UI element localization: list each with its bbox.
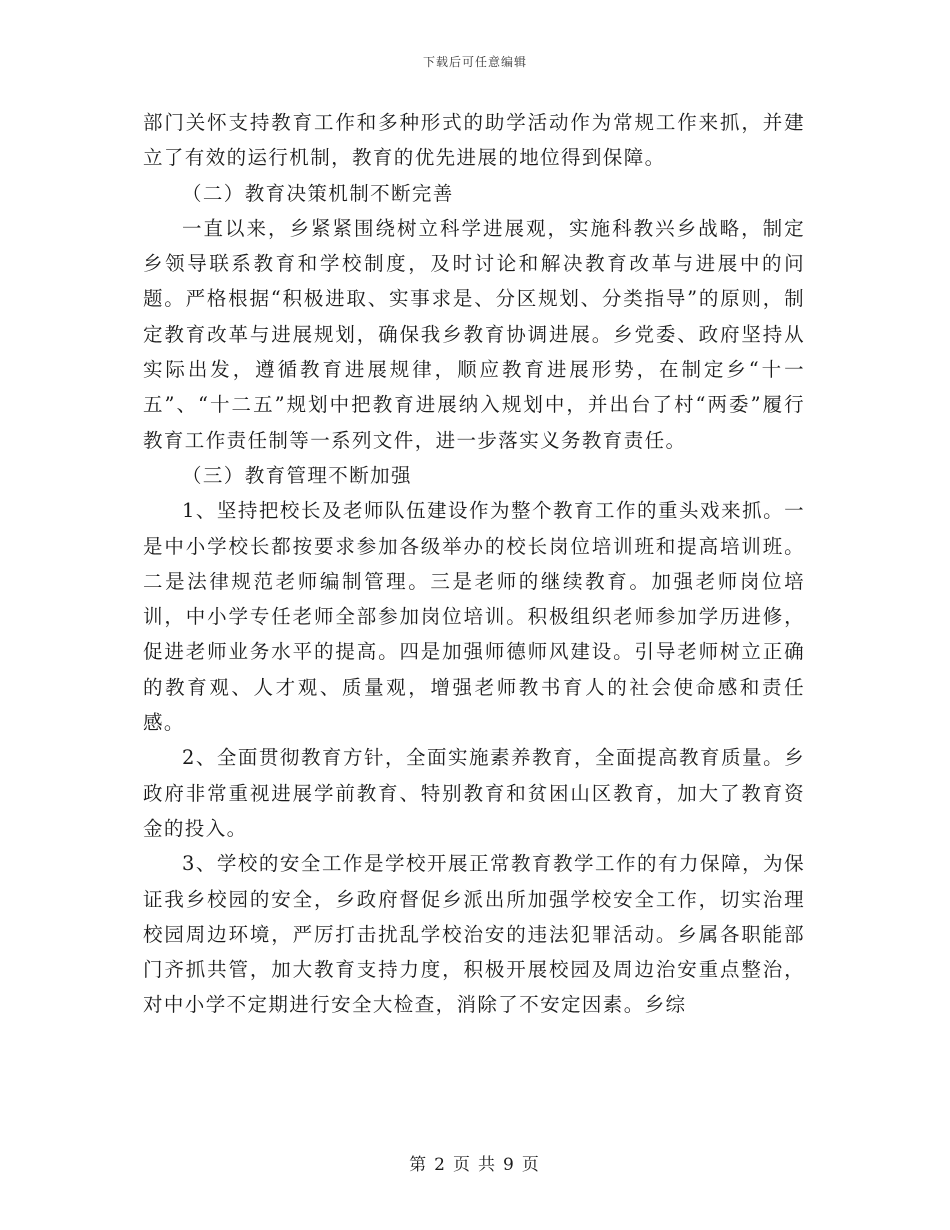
section-heading-3: （三）教育管理不断加强: [182, 463, 412, 487]
footer-total-word: 共: [478, 1155, 497, 1175]
paragraph-item-1: 1、坚持把校长及老师队伍建设作为整个教育工作的重头戏来抓。一是中小学校长都按要求参加各级举办的校长岗位培训班和提高培训班。二是法律规范老师编制管理。三是老师的继续教育。加强老师岗位培训，中小学专任老师全部参加岗位培训。积极组织老师参加学历进修，促进老师业务水平的提高。四是加强师德师风建设。引导老师树立正确的教育观、人才观、质量观，增强老师教书育人的社会使命感和责任感。: [143, 499, 805, 735]
body-text: [143, 105, 805, 1023]
paragraph-item-2: 2、全面贯彻教育方针，全面实施素养教育，全面提高教育质量。乡政府非常重视进展学前教育、特别教育和贫困山区教育，加大了教育资金的投入。: [143, 746, 805, 840]
footer-total-pages: 9: [503, 1155, 516, 1175]
footer-current-page: 2: [434, 1155, 447, 1175]
paragraph-decision-mechanism: 一直以来，乡紧紧围绕树立科学进展观，实施科教兴乡战略，制定乡领导联系教育和学校制度，及时讨论和解决教育改革与进展中的问题。严格根据“积极进取、实事求是、分区规划、分类指导”的原则，制定教育改革与进展规划，确保我乡教育协调进展。乡党委、政府坚持从实际出发，遵循教育进展规律，顺应教育进展形势，在制定乡“十一五”、“十二五”规划中把教育进展纳入规划中，并出台了村“两委”履行教育工作责任制等一系列文件，进一步落实义务教育责任。: [143, 216, 805, 452]
header-note: 下载后可任意编辑: [422, 55, 527, 69]
paragraph-continuation: 部门关怀支持教育工作和多种形式的助学活动作为常规工作来抓，并建立了有效的运行机制，教育的优先进展的地位得到保障。: [143, 111, 805, 170]
paragraph-item-3: 3、学校的安全工作是学校开展正常教育教学工作的有力保障，为保证我乡校园的安全，乡政府督促乡派出所加强学校安全工作，切实治理校园周边环境，严厉打击扰乱学校治安的违法犯罪活动。乡属各职能部门齐抓共管，加大教育支持力度，积极开展校园及周边治安重点整治，对中小学不定期进行安全大检查，消除了不安定因素。乡综: [143, 852, 805, 1017]
footer-page-word: 页: [453, 1155, 472, 1175]
footer-prefix: 第: [409, 1155, 429, 1175]
footer-suffix: 页: [521, 1155, 541, 1175]
page-footer: [0, 1150, 950, 1175]
section-heading-2: （二）教育决策机制不断完善: [182, 181, 454, 205]
